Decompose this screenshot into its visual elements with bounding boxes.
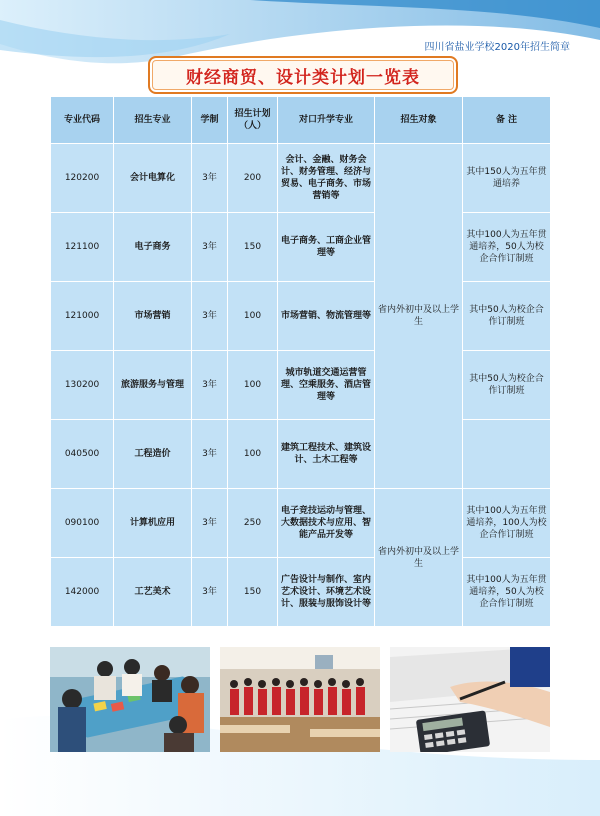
cell-major: 会计电算化: [114, 144, 192, 213]
cell-code: 121000: [51, 282, 114, 351]
cell-related: 会计、金融、财务会计、财务管理、经济与贸易、电子商务、市场营销等: [278, 144, 375, 213]
cell-note: 其中50人为校企合作订制班: [463, 351, 551, 420]
cell-years: 3年: [192, 144, 228, 213]
cell-related: 电子竞技运动与管理、大数据技术与应用、智能产品开发等: [278, 489, 375, 558]
header-note: 备 注: [463, 97, 551, 144]
cell-related: 广告设计与制作、室内艺术设计、环境艺术设计、服装与服饰设计等: [278, 558, 375, 627]
cell-plan: 250: [228, 489, 278, 558]
cell-plan: 150: [228, 213, 278, 282]
cell-plan: 100: [228, 282, 278, 351]
page-title: 财经商贸、设计类计划一览表: [186, 67, 420, 88]
cell-code: 090100: [51, 489, 114, 558]
cell-related: 市场营销、物流管理等: [278, 282, 375, 351]
students-training-photo: [220, 647, 380, 752]
cell-note: 其中150人为五年贯通培养: [463, 144, 551, 213]
cell-major: 工艺美术: [114, 558, 192, 627]
cell-major: 旅游服务与管理: [114, 351, 192, 420]
table-row: [51, 282, 551, 351]
cell-plan: 150: [228, 558, 278, 627]
cell-years: 3年: [192, 351, 228, 420]
cell-plan: 100: [228, 420, 278, 489]
cell-code: 120200: [51, 144, 114, 213]
cell-note: 其中50人为校企合作订制班: [463, 282, 551, 351]
cell-plan: 200: [228, 144, 278, 213]
cell-code: 121100: [51, 213, 114, 282]
header-related: 对口升学专业: [278, 97, 375, 144]
table-row: [51, 558, 551, 627]
cell-years: 3年: [192, 489, 228, 558]
cell-note: 其中100人为五年贯通培养，50人为校企合作订制班: [463, 558, 551, 627]
cell-note: [463, 420, 551, 489]
table-row: [51, 351, 551, 420]
cell-major: 计算机应用: [114, 489, 192, 558]
photo-strip: [50, 647, 550, 752]
cell-note: 其中100人为五年贯通培养，100人为校企合作订制班: [463, 489, 551, 558]
cell-related: 城市轨道交通运营管理、空乘服务、酒店管理等: [278, 351, 375, 420]
cell-related: 电子商务、工商企业管理等: [278, 213, 375, 282]
cell-related: 建筑工程技术、建筑设计、土木工程等: [278, 420, 375, 489]
cell-years: 3年: [192, 558, 228, 627]
students-classroom-photo: [50, 647, 210, 752]
cell-plan: 100: [228, 351, 278, 420]
table-row: [51, 489, 551, 558]
header-note: 四川省盐业学校2020年招生简章: [424, 42, 570, 53]
table-row: [51, 144, 551, 213]
cell-code: 142000: [51, 558, 114, 627]
header-plan: 招生计划（人）: [228, 97, 278, 144]
table-row: [51, 420, 551, 489]
enrollment-plan-table: [50, 96, 551, 627]
cell-note: 其中100人为五年贯通培养，50人为校企合作订制班: [463, 213, 551, 282]
cell-code: 130200: [51, 351, 114, 420]
cell-years: 3年: [192, 420, 228, 489]
header-target: 招生对象: [375, 97, 463, 144]
cell-target: 省内外初中及以上学生: [375, 489, 463, 627]
cell-major: 电子商务: [114, 213, 192, 282]
header-code: 专业代码: [51, 97, 114, 144]
table-header-row: [51, 97, 551, 144]
header-major: 招生专业: [114, 97, 192, 144]
calculator-photo: [390, 647, 550, 752]
cell-years: 3年: [192, 213, 228, 282]
cell-years: 3年: [192, 282, 228, 351]
cell-major: 工程造价: [114, 420, 192, 489]
cell-code: 040500: [51, 420, 114, 489]
cell-target: 省内外初中及以上学生: [375, 144, 463, 489]
cell-major: 市场营销: [114, 282, 192, 351]
page-title-banner: [148, 56, 458, 94]
header-years: 学制: [192, 97, 228, 144]
table-row: [51, 213, 551, 282]
